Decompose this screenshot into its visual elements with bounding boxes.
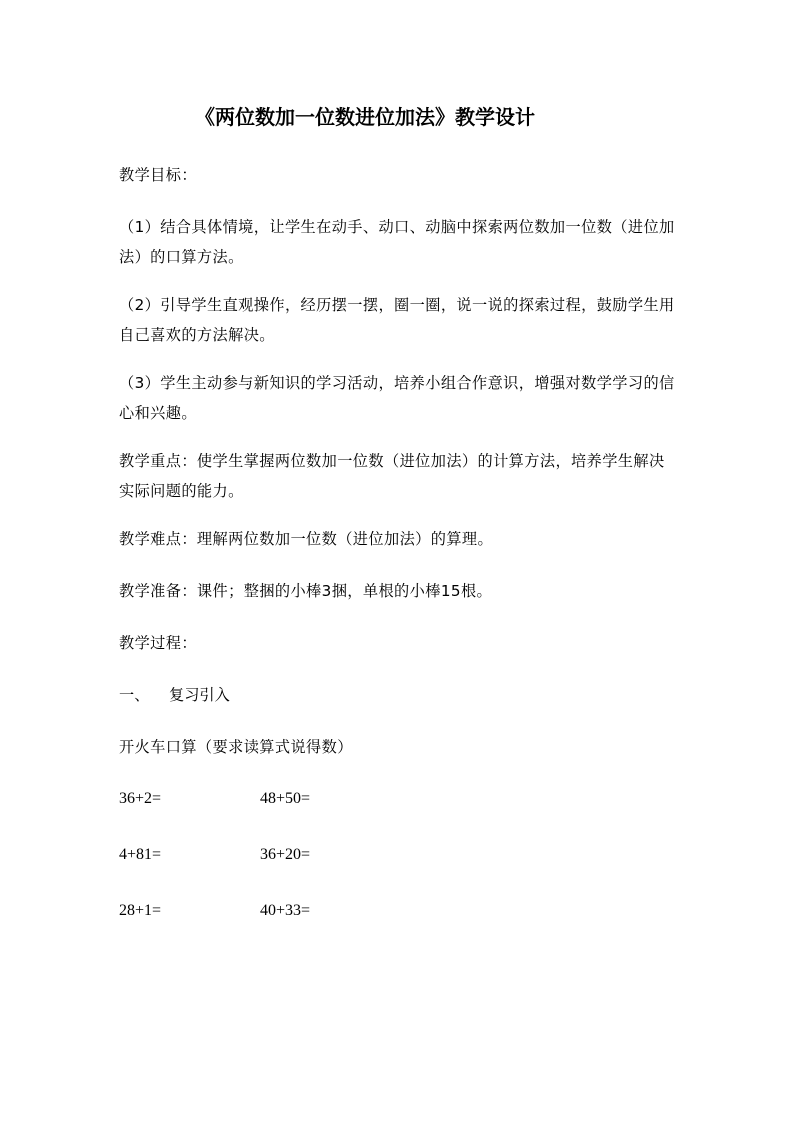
exercise-row: [119, 896, 679, 926]
difficulty: 教学难点：理解两位数加一位数（进位加法）的算理。: [119, 530, 494, 548]
section-number: 一、: [119, 686, 150, 704]
exercise-item: 36+2=: [119, 790, 162, 807]
objective-item: （3）学生主动参与新知识的学习活动，培养小组合作意识，增强对数学学习的信心和兴趣。: [119, 374, 675, 422]
section-label: 复习引入: [169, 686, 230, 704]
exercise-list: [119, 784, 679, 926]
process-heading: 教学过程：: [119, 634, 197, 652]
exercise-item: 40+33=: [260, 902, 311, 919]
activity-text: 开火车口算（要求读算式说得数）: [119, 738, 353, 756]
objective-item: （2）引导学生直观操作，经历摆一摆，圈一圈，说一说的探索过程，鼓励学生用自己喜欢的方法解决。: [119, 296, 675, 344]
exercise-item: 36+20=: [260, 846, 311, 863]
exercise-item: 4+81=: [119, 846, 162, 863]
exercise-row: [119, 840, 679, 870]
exercise-item: 48+50=: [260, 790, 311, 807]
section-heading: [119, 680, 679, 710]
preparation: 教学准备：课件；整捆的小棒3捆，单根的小棒15根。: [119, 582, 493, 600]
exercise-item: 28+1=: [119, 902, 162, 919]
exercise-row: [119, 784, 679, 814]
objective-item: （1）结合具体情境，让学生在动手、动口、动脑中探索两位数加一位数（进位加法）的口算方法。: [119, 218, 675, 266]
key-point: 教学重点：使学生掌握两位数加一位数（进位加法）的计算方法，培养学生解决实际问题的能力。: [119, 452, 665, 500]
document-title: 《两位数加一位数进位加法》教学设计: [195, 105, 535, 129]
objectives-heading: 教学目标：: [119, 166, 197, 184]
document-body: [119, 160, 679, 952]
